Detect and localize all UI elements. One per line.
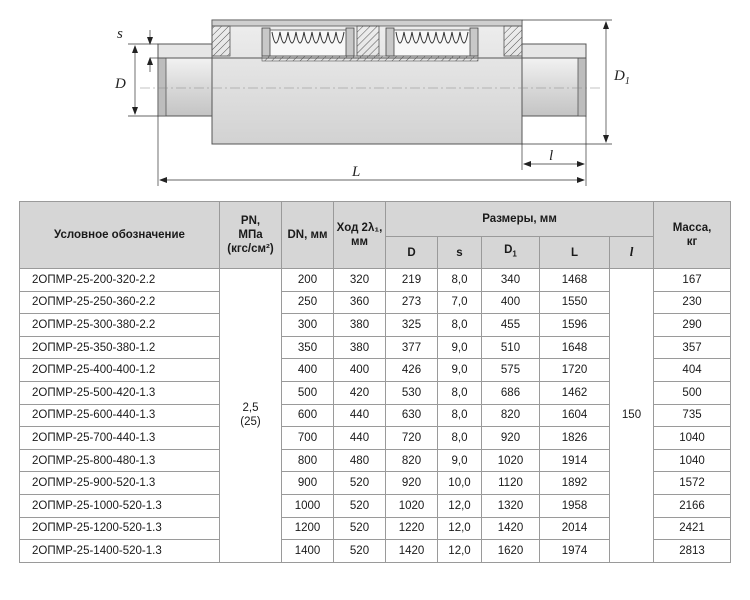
pn-value-kgf: (25) (240, 416, 261, 429)
header-dn: DN, мм (282, 202, 334, 269)
header-d: D (386, 237, 438, 269)
cell-mass: 1572 (654, 472, 731, 495)
cell-d1: 1620 (482, 540, 540, 563)
cell-d: 920 (386, 472, 438, 495)
cell-d1: 920 (482, 427, 540, 450)
cell-s: 10,0 (438, 472, 482, 495)
cell-designation: 2ОПМР-25-250-360-2.2 (20, 291, 220, 314)
cell-length: 1826 (540, 427, 610, 450)
header-l-big: L (540, 237, 610, 269)
cell-d: 1420 (386, 540, 438, 563)
cell-d1: 820 (482, 404, 540, 427)
cell-length: 1462 (540, 381, 610, 404)
cell-designation: 2ОПМР-25-400-400-1.2 (20, 359, 220, 382)
cell-length: 1958 (540, 494, 610, 517)
cell-length: 1604 (540, 404, 610, 427)
cell-mass: 357 (654, 336, 731, 359)
cell-d: 273 (386, 291, 438, 314)
header-s: s (438, 237, 482, 269)
cell-s: 8,0 (438, 381, 482, 404)
cell-designation: 2ОПМР-25-800-480-1.3 (20, 449, 220, 472)
cell-length: 1550 (540, 291, 610, 314)
cell-dn: 500 (282, 381, 334, 404)
dim-label-s: s (117, 26, 123, 42)
cell-mass: 167 (654, 269, 731, 292)
cell-s: 8,0 (438, 404, 482, 427)
cell-pn (220, 269, 282, 563)
cell-dn: 1400 (282, 540, 334, 563)
cell-s: 8,0 (438, 269, 482, 292)
header-l-small: l (610, 237, 654, 269)
cell-dn: 400 (282, 359, 334, 382)
table-row (20, 269, 731, 292)
bellows-left (262, 28, 354, 56)
cell-mass: 2813 (654, 540, 731, 563)
cell-d1: 400 (482, 291, 540, 314)
cell-dn: 600 (282, 404, 334, 427)
cell-stroke: 320 (334, 269, 386, 292)
cell-designation: 2ОПМР-25-1200-520-1.3 (20, 517, 220, 540)
cell-mass: 2166 (654, 494, 731, 517)
cell-s: 8,0 (438, 427, 482, 450)
cell-designation: 2ОПМР-25-350-380-1.2 (20, 336, 220, 359)
cell-d: 1220 (386, 517, 438, 540)
cell-stroke: 420 (334, 381, 386, 404)
inner-sleeve (262, 56, 478, 61)
cell-d1: 686 (482, 381, 540, 404)
cell-d: 219 (386, 269, 438, 292)
cell-designation: 2ОПМР-25-900-520-1.3 (20, 472, 220, 495)
specification-table (19, 201, 731, 563)
cell-s: 7,0 (438, 291, 482, 314)
cell-d1: 1420 (482, 517, 540, 540)
cell-s: 12,0 (438, 517, 482, 540)
dim-label-d1: $D_1$ (614, 68, 630, 87)
cell-stroke: 440 (334, 404, 386, 427)
cell-length: 2014 (540, 517, 610, 540)
cell-mass: 735 (654, 404, 731, 427)
cell-s: 12,0 (438, 540, 482, 563)
cell-s: 9,0 (438, 336, 482, 359)
cell-d: 325 (386, 314, 438, 337)
cell-stroke: 380 (334, 314, 386, 337)
cell-stroke: 520 (334, 494, 386, 517)
dim-label-d: D (115, 76, 126, 92)
cell-length: 1974 (540, 540, 610, 563)
cell-stroke: 360 (334, 291, 386, 314)
cell-length: 1596 (540, 314, 610, 337)
cell-s: 9,0 (438, 449, 482, 472)
cell-designation: 2ОПМР-25-600-440-1.3 (20, 404, 220, 427)
cell-d: 720 (386, 427, 438, 450)
cell-designation: 2ОПМР-25-200-320-2.2 (20, 269, 220, 292)
cell-d1: 510 (482, 336, 540, 359)
dim-label-l-small: l (549, 148, 554, 164)
cell-length: 1648 (540, 336, 610, 359)
header-d1: $D_1$ (482, 237, 540, 269)
cell-dn: 350 (282, 336, 334, 359)
dim-label-l-big: L (352, 164, 361, 180)
cell-length: 1914 (540, 449, 610, 472)
header-mass: Масса, кг (654, 202, 731, 269)
cell-d1: 455 (482, 314, 540, 337)
cell-length: 1892 (540, 472, 610, 495)
cell-l-small: 150 (610, 269, 654, 563)
cell-d: 377 (386, 336, 438, 359)
cell-d: 630 (386, 404, 438, 427)
cell-d: 530 (386, 381, 438, 404)
cell-mass: 2421 (654, 517, 731, 540)
cell-mass: 230 (654, 291, 731, 314)
table-body (20, 269, 731, 563)
cell-designation: 2ОПМР-25-300-380-2.2 (20, 314, 220, 337)
cell-stroke: 400 (334, 359, 386, 382)
cell-stroke: 380 (334, 336, 386, 359)
cell-dn: 1000 (282, 494, 334, 517)
cell-mass: 1040 (654, 449, 731, 472)
cell-d1: 1020 (482, 449, 540, 472)
cell-mass: 290 (654, 314, 731, 337)
cell-designation: 2ОПМР-25-700-440-1.3 (20, 427, 220, 450)
cell-d: 426 (386, 359, 438, 382)
cell-stroke: 480 (334, 449, 386, 472)
cell-designation: 2ОПМР-25-1400-520-1.3 (20, 540, 220, 563)
cell-dn: 200 (282, 269, 334, 292)
bellows-right (386, 28, 478, 56)
cell-designation: 2ОПМР-25-500-420-1.3 (20, 381, 220, 404)
table-header-row-1 (20, 202, 731, 237)
pn-value: 2,5 (242, 402, 259, 415)
cell-s: 9,0 (438, 359, 482, 382)
header-designation: Условное обозначение (20, 202, 220, 269)
cell-d: 820 (386, 449, 438, 472)
compensator-drawing (0, 0, 750, 200)
cell-d1: 1120 (482, 472, 540, 495)
header-pn: PN, МПа (кгс/см²) (220, 202, 282, 269)
cell-mass: 404 (654, 359, 731, 382)
cell-dn: 250 (282, 291, 334, 314)
cell-d1: 1320 (482, 494, 540, 517)
cell-s: 12,0 (438, 494, 482, 517)
cell-mass: 500 (654, 381, 731, 404)
cell-d1: 340 (482, 269, 540, 292)
cell-dn: 300 (282, 314, 334, 337)
cell-dn: 1200 (282, 517, 334, 540)
cell-d1: 575 (482, 359, 540, 382)
header-sizes: Размеры, мм (386, 202, 654, 237)
cell-mass: 1040 (654, 427, 731, 450)
cell-stroke: 520 (334, 540, 386, 563)
cell-dn: 800 (282, 449, 334, 472)
cell-dn: 700 (282, 427, 334, 450)
cell-stroke: 520 (334, 517, 386, 540)
cell-dn: 900 (282, 472, 334, 495)
header-stroke: Ход 2λ₁, мм (334, 202, 386, 269)
cell-d: 1020 (386, 494, 438, 517)
cell-length: 1468 (540, 269, 610, 292)
cell-s: 8,0 (438, 314, 482, 337)
cell-stroke: 520 (334, 472, 386, 495)
cell-stroke: 440 (334, 427, 386, 450)
cell-length: 1720 (540, 359, 610, 382)
cell-designation: 2ОПМР-25-1000-520-1.3 (20, 494, 220, 517)
